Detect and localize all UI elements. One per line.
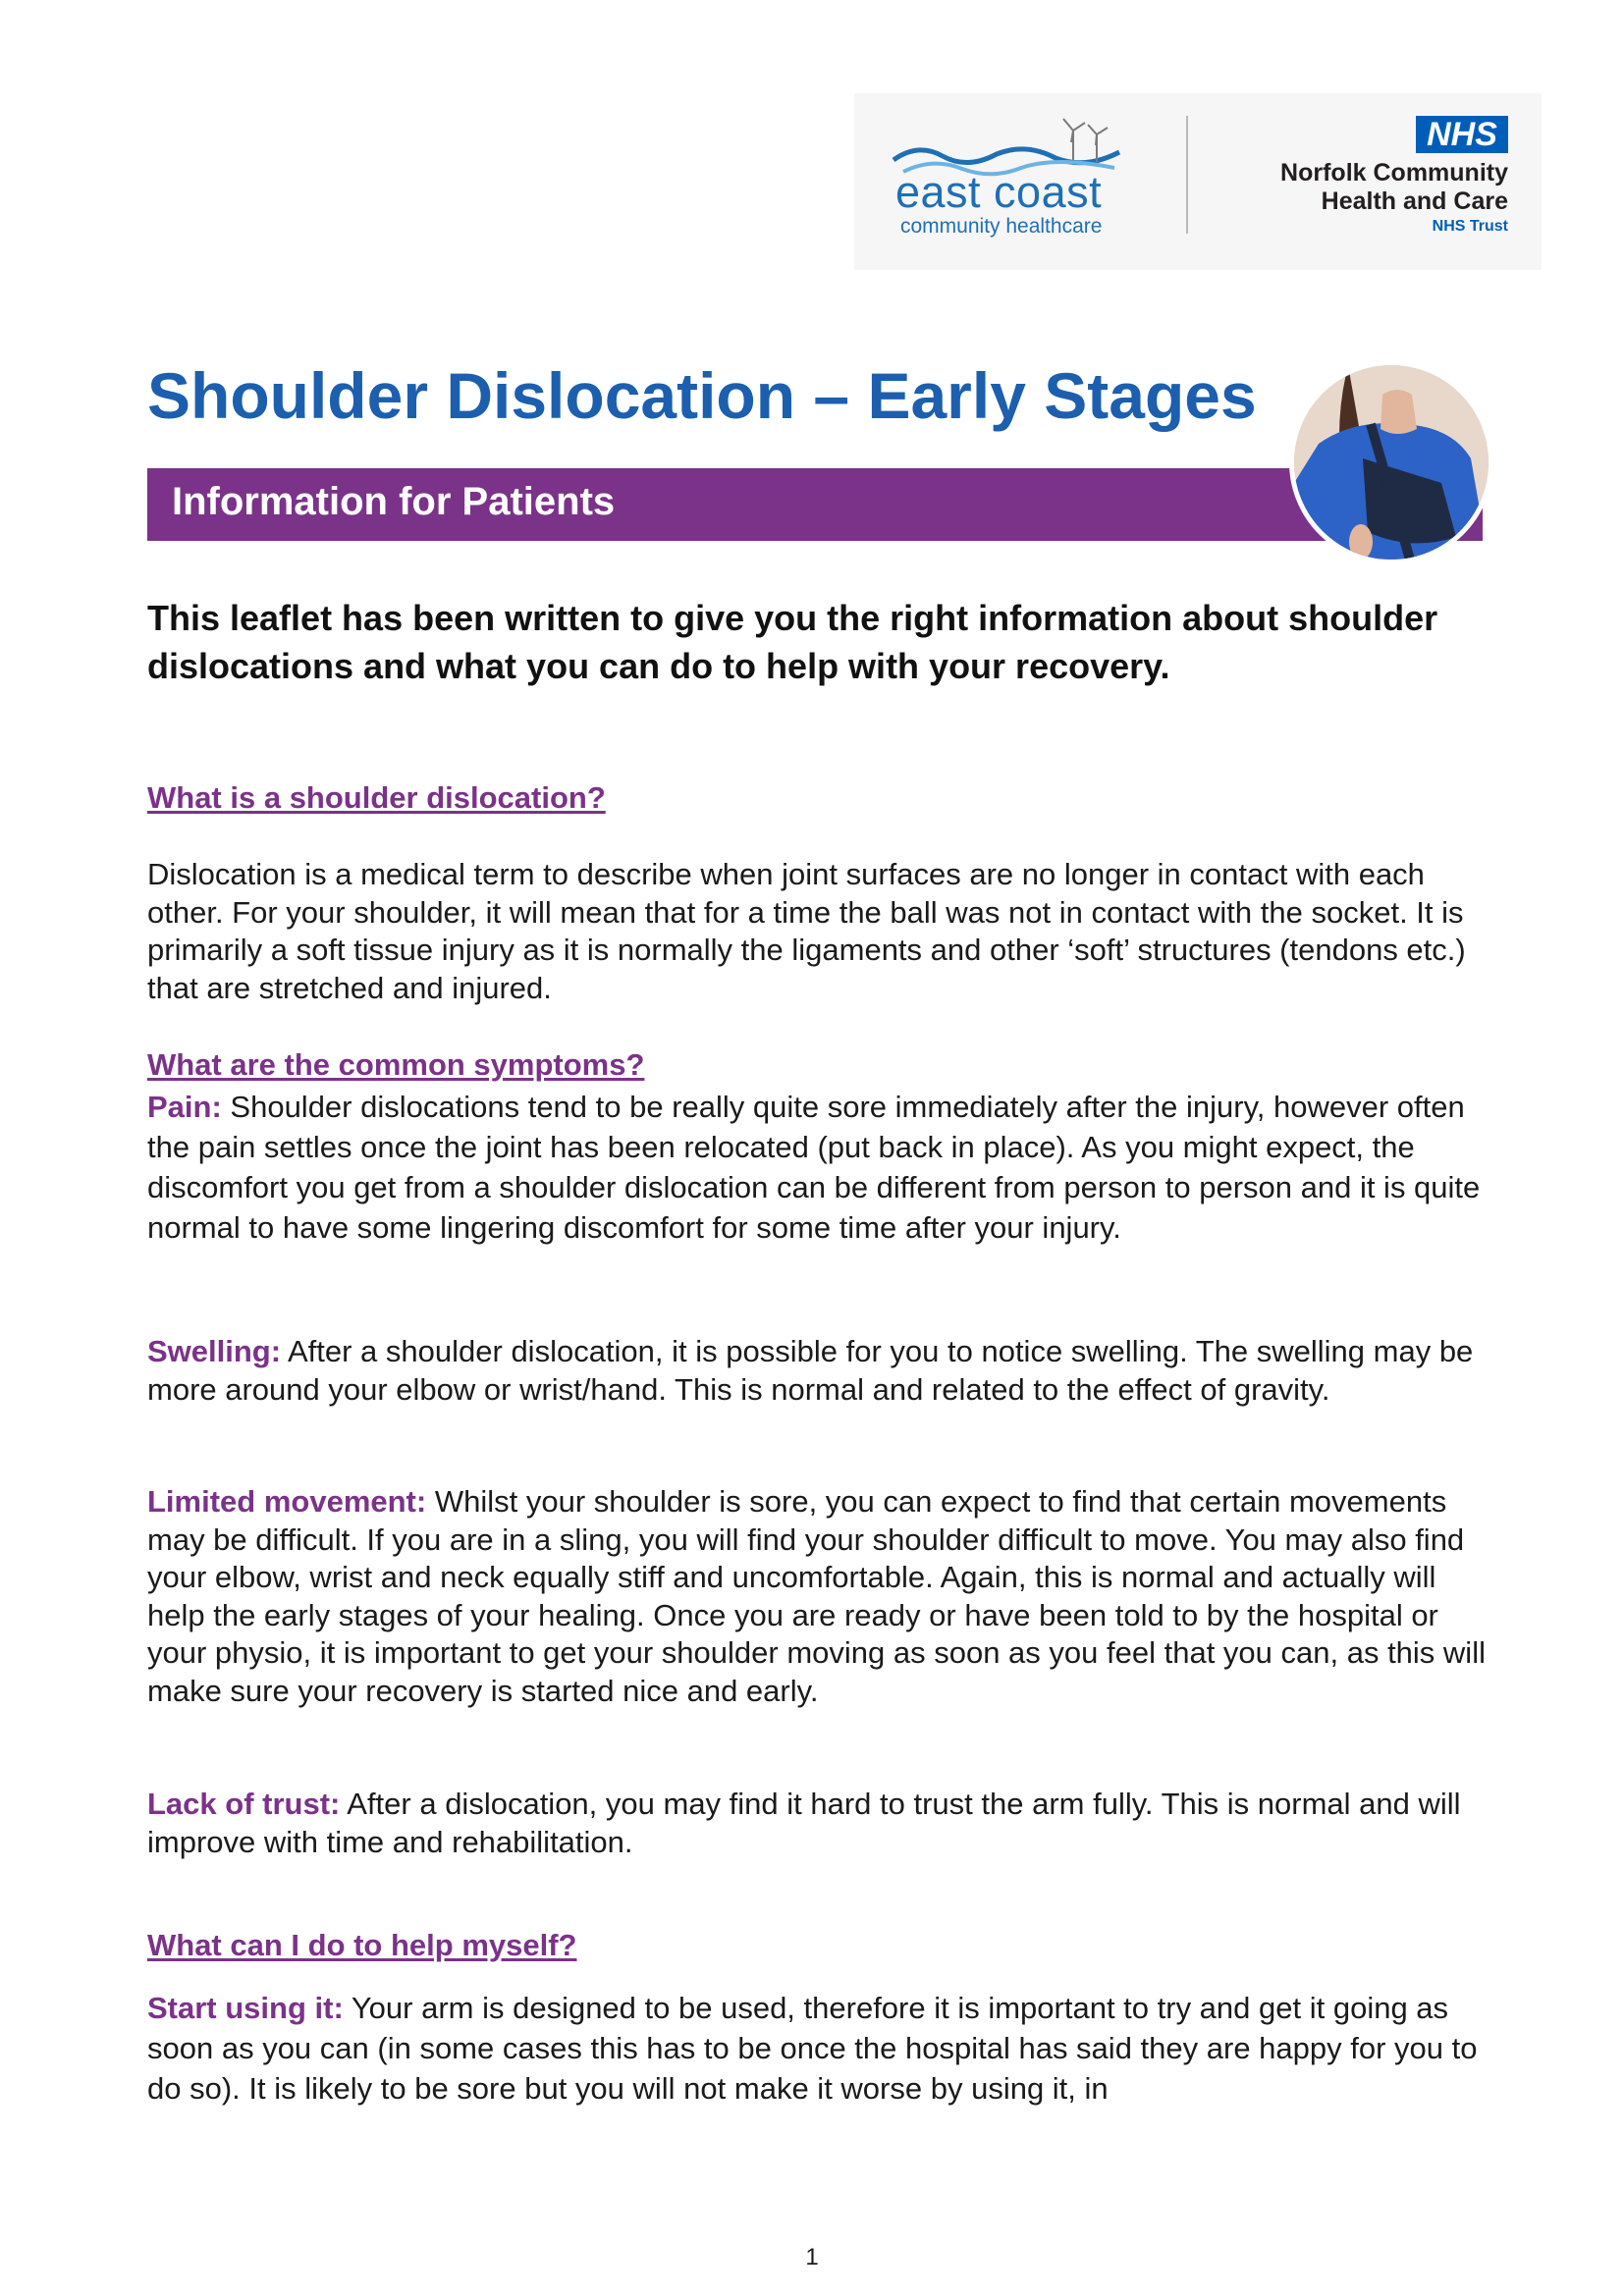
heading-symptoms: What are the common symptoms? [147, 1047, 645, 1082]
paragraph-what-is: Dislocation is a medical term to describe when joint surfaces are no longer in contact with each other. For your shoulder, it will mean that for a time the ball was not in contact with the socket. It is primarily a soft tissue injury as it is normally the ligaments and other ‘soft’ structures (tendons etc.) that are stretched and injured. [147, 857, 1466, 1005]
paragraph-pain [147, 1087, 1492, 1248]
body-limited-movement: Whilst your shoulder is sore, you can expect to find that certain movements may be difficult. If you are in a sling, you will find your shoulder difficult to move. You may also find your elbow, wrist and neck equally stiff and uncomfortable. Again, this is normal and actually will help the early stages of your healing. Once you are ready or have been told to by the hospital or your physio, it is important to get your shoulder moving as soon as you feel that you can, as this will make sure your recovery is started nice and early. [147, 1484, 1486, 1708]
paragraph-limited-movement [147, 1483, 1492, 1710]
body-lack-of-trust: After a dislocation, you may find it hard to trust the arm fully. This is normal and will improve with time and rehabilitation. [147, 1787, 1461, 1859]
paragraph-swelling [147, 1333, 1492, 1409]
page-title: Shoulder Dislocation – Early Stages [147, 359, 1257, 432]
heading-help-myself: What can I do to help myself? [147, 1928, 577, 1962]
lead-swelling: Swelling: [147, 1334, 282, 1368]
wind-turbine-icon [1063, 119, 1108, 162]
nhs-trust-subtitle: NHS Trust [1432, 218, 1508, 235]
paragraph-lack-of-trust [147, 1786, 1492, 1861]
partner-logo-name: east coast [895, 167, 1103, 217]
paragraph-start-using [147, 1988, 1492, 2109]
page-number: 1 [805, 2244, 819, 2270]
lead-limited-movement: Limited movement: [147, 1484, 427, 1519]
body-pain: Shoulder dislocations tend to be really quite sore immediately after the injury, however often the pain settles once the joint has been relocated (put back in place). As you might expect, the discomfort you get from a shoulder dislocation can be different from person to person and it is quite normal to have some lingering discomfort for some time after your injury. [147, 1090, 1481, 1245]
body-start-using: Your arm is designed to be used, therefore it is important to try and get it going as soon as you can (in some cases this has to be once the hospital has said they are happy for you to do so). It is likely to be sore but you will not make it worse by using it, in [147, 1991, 1478, 2106]
wave-icon [893, 149, 1119, 163]
lead-lack-of-trust: Lack of trust: [147, 1787, 341, 1821]
lead-pain: Pain: [147, 1090, 222, 1124]
patient-in-sling-photo [1289, 360, 1493, 564]
subtitle: Information for Patients [172, 480, 616, 523]
nhs-trust-name: Norfolk Community Health and Care [1280, 159, 1508, 215]
intro-paragraph: This leaflet has been written to give you the right information about shoulder dislocations and what you can do to help with your recovery. [147, 598, 1438, 686]
body-swelling: After a shoulder dislocation, it is possible for you to notice swelling. The swelling may be more around your elbow or wrist/hand. This is normal and related to the effect of gravity. [147, 1334, 1474, 1407]
logo-divider [1186, 116, 1188, 234]
heading-what-is: What is a shoulder dislocation? [147, 780, 606, 815]
partner-logo-subtitle: community healthcare [900, 215, 1103, 238]
lead-start-using: Start using it: [147, 1991, 344, 2025]
nhs-logo-badge: NHS [1416, 116, 1508, 153]
